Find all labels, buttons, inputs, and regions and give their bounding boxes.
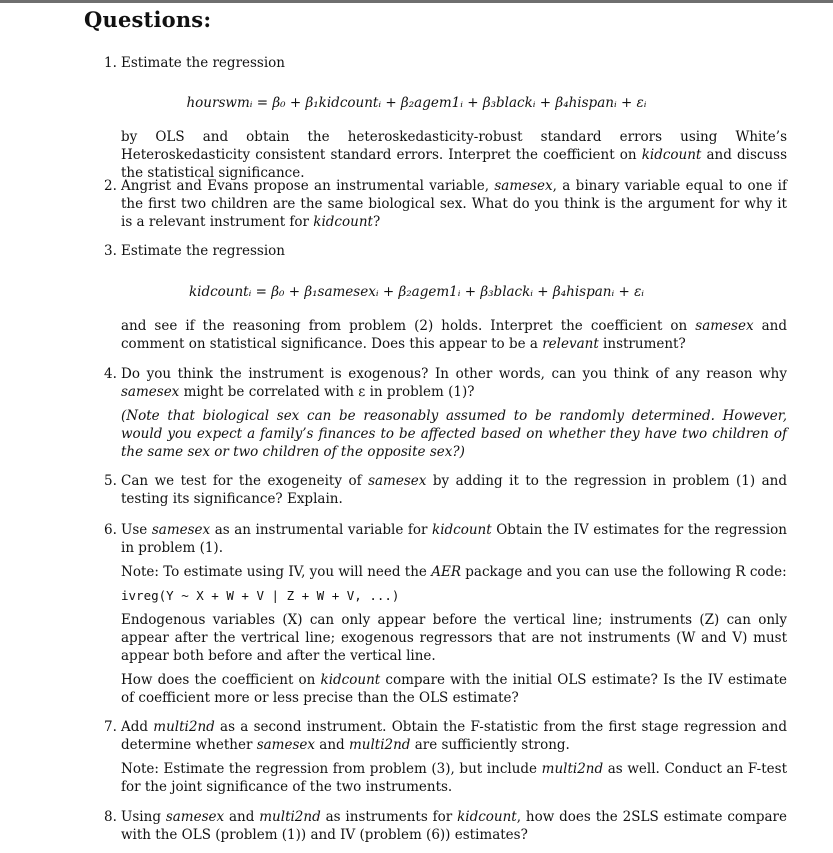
question-4-text: Do you think the instrument is exogenous? In other words, can you think of any reason why samesex might be correlated with ε in problem (1)? (Note that biological sex can be reasonably assumed to be randomly determined. However, would you expect a family’s finances to be affected based on whether they have two children of the same sex or two children of the opposite sex?) [121, 366, 787, 460]
question-3-intro: Estimate the regression [121, 243, 286, 259]
question-number: 5. [104, 473, 117, 489]
question-8-text: Using samesex and multi2nd as instruments for kidcount, how does the 2SLS estimate compare with the OLS (problem (1)) and IV (problem (6)) estimates? [121, 809, 787, 843]
question-6-text: Use samesex as an instrumental variable for kidcount Obtain the IV estimates for the regression in problem (1). Note: To estimate using IV, you will need the AER package and you can use the following R code: ivreg(Y ~ X + W + V | Z + W + V, ...) Endogenous variables (X) can only appear before the vertical line; instruments (Z) can only appear after the vertrical line; exogenous regressors that are not instruments (W and V) must appear both before and after the vertical line. How does the coefficient on kidcount compare with the initial OLS estimate? Is the IV estimate of coefficient more or less precise than the OLS estimate? [121, 522, 788, 706]
question-number: 7. [104, 719, 117, 735]
question-number: 1. [104, 55, 117, 71]
page-title: Questions: [84, 7, 212, 32]
top-rule [0, 0, 833, 3]
question-4-note: (Note that biological sex can be reasonably assumed to be randomly determined. However, would you expect a family’s finances to be affected based on whether they have two children of the same sex or two children of the opposite sex?) [121, 408, 787, 460]
question-number: 2. [104, 178, 117, 194]
question-1-text: by OLS and obtain the heteroskedasticity-robust standard errors using White’s Heteroskedasticity consistent standard errors. Interpret the coefficient on kidcount and discuss the statistical significance. [121, 129, 788, 181]
question-7-text: Add multi2nd as a second instrument. Obtain the F-statistic from the first stage regression and determine whether samesex and multi2nd are sufficiently strong. Note: Estimate the regression from problem (3), but include multi2nd as well. Conduct an F-test for the joint significance of the two instruments. [121, 719, 787, 795]
question-2-text: Angrist and Evans propose an instrumental variable, samesex, a binary variable equal to one if the first two children are the same biological sex. What do you think is the argument for why it is a relevant instrument for kidcount? [121, 178, 787, 230]
question-number: 3. [104, 243, 117, 259]
equation-3: kidcountᵢ = β₀ + β₁samesexᵢ + β₂agem1ᵢ + β₃blackᵢ + β₄hispanᵢ + εᵢ [188, 284, 645, 300]
question-number: 4. [104, 366, 117, 382]
question-5-text: Can we test for the exogeneity of samesex by adding it to the regression in problem (1) and testing its significance? Explain. [121, 473, 788, 507]
question-3-text: and see if the reasoning from problem (2) holds. Interpret the coefficient on samesex and comment on statistical significance. Does this appear to be a relevant instrument? [121, 318, 787, 352]
question-1-intro: Estimate the regression [121, 55, 286, 71]
question-number: 6. [104, 522, 117, 538]
r-code: ivreg(Y ~ X + W + V | Z + W + V, ...) [121, 588, 400, 603]
equation-1: hourswmᵢ = β₀ + β₁kidcountᵢ + β₂agem1ᵢ + β₃blackᵢ + β₄hispanᵢ + εᵢ [186, 95, 647, 111]
question-number: 8. [104, 809, 117, 825]
